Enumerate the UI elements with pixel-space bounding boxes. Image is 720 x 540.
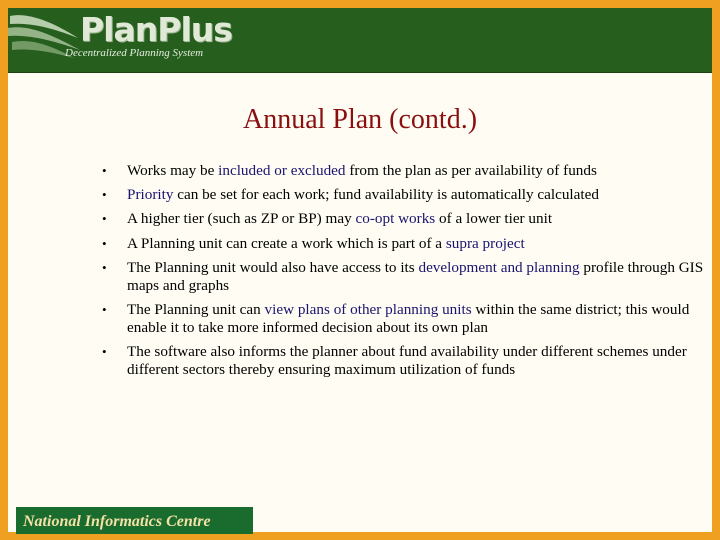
bullet-dot-icon: • (102, 163, 107, 178)
footer-text: National Informatics Centre (23, 513, 211, 530)
logo-text: PlanPlus (80, 10, 232, 49)
bullet-item (8, 210, 712, 228)
highlighted-text: view plans of other planning units (264, 300, 472, 318)
page-title (8, 104, 712, 136)
bullet-text: from the plan as per availability of funds (345, 162, 597, 179)
bullet-item (8, 162, 712, 180)
highlighted-text: Priority (127, 186, 174, 204)
bullet-dot-icon: • (102, 211, 107, 227)
tagline: Decentralized Planning System (65, 47, 204, 59)
bullet-text: A Planning unit can create a work which is part of a (127, 234, 446, 252)
bullet-item (8, 301, 712, 337)
bullet-item (8, 259, 712, 295)
bullet-list (8, 162, 712, 385)
bullet-dot-icon: • (102, 235, 107, 251)
bullet-item (8, 343, 712, 379)
bullet-text: The software also informs the planner about fund availability under different schemes under different sectors thereby ensuring maximum utilization of funds (127, 343, 687, 379)
bullet-text: Works may be (127, 162, 219, 179)
bullet-item (8, 235, 712, 253)
bullet-text: A higher tier (such as ZP or BP) may (127, 210, 356, 228)
page-title-text: Annual Plan (contd.) (242, 104, 478, 135)
highlighted-text: co-opt works (355, 210, 436, 228)
bullet-dot-icon: • (102, 344, 107, 360)
bullet-text: within the same district; this would enable it to take more informed decision about its own plan (127, 300, 690, 336)
bullet-text: can be set for each work; fund availability is automatically calculated (173, 186, 599, 204)
highlighted-text: development and planning (418, 258, 580, 276)
bullet-dot-icon: • (102, 187, 107, 203)
bullet-text: The Planning unit would also have access to its (127, 258, 419, 276)
bullet-dot-icon: • (102, 259, 107, 275)
bullet-text: of a lower tier unit (435, 210, 553, 228)
highlighted-text: included or excluded (218, 162, 346, 179)
highlighted-text: supra project (445, 234, 525, 252)
bullet-item (8, 186, 712, 204)
bullet-dot-icon: • (102, 301, 107, 317)
slide (8, 8, 712, 532)
header-banner (8, 8, 712, 73)
bullet-text: profile through GIS maps and graphs (127, 258, 704, 294)
footer-badge (16, 507, 253, 534)
bullet-text: The Planning unit can (127, 300, 265, 318)
